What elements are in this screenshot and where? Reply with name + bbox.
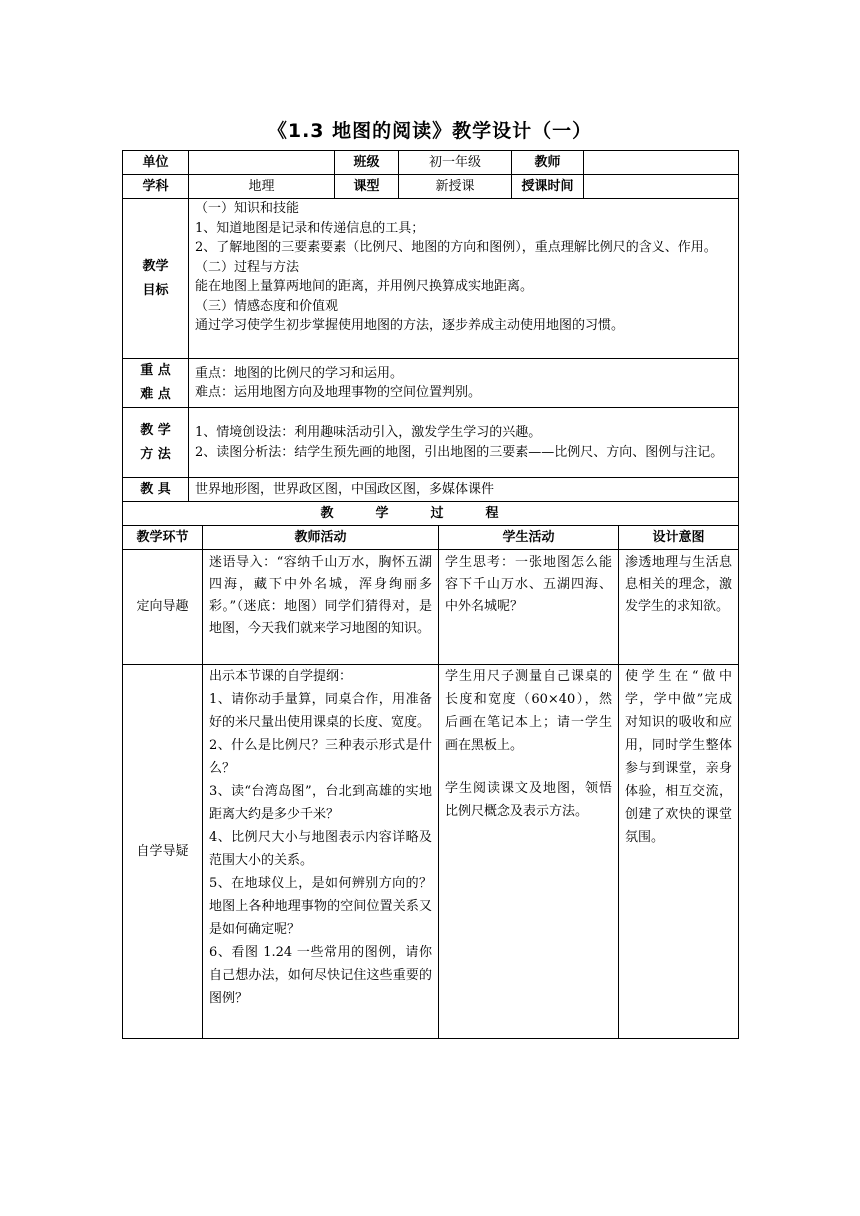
- goals-line: （三）情感态度和价值观: [195, 298, 339, 314]
- goals-line: （二）过程与方法: [195, 259, 300, 275]
- student-activity-text: 学生思考：一张地图怎么能容下千山万水、五湖四海、中外名城呢？: [445, 555, 612, 614]
- teacher-activity-text: 迷语导入：“容纳千山万水，胸怀五湖四海，藏下中外名城，浑身绚丽多彩。”（迷底：地图）同学们猜得对，是地图，今天我们就来学习地图的知识。: [209, 555, 432, 636]
- process-title: 教学过程: [123, 502, 739, 526]
- stage-cell: 自学导疑: [123, 665, 203, 1039]
- goals-label-line-2: 目标: [142, 282, 169, 298]
- goals-label-line-1: 教学: [142, 258, 169, 274]
- col-stage-header: 教学环节: [123, 526, 203, 550]
- difficulty-text: 难点：运用地图方向及地理事物的空间位置判别。: [195, 385, 482, 400]
- teacher-activity-line: 2、什么是比例尺？三种表示形式是什么？: [209, 738, 432, 776]
- subject-value: 地理: [189, 175, 335, 199]
- goals-line: 通过学习使学生初步掌握使用地图的方法，逐步养成主动使用地图的习惯。: [195, 318, 625, 333]
- student-activity-cell: [439, 665, 619, 1039]
- tools-value: 世界地形图，世界政区图，中国政区图，多媒体课件: [189, 478, 739, 502]
- design-intent-text: 渗透地理与生活息息相关的理念，激发学生的求知欲。: [625, 555, 733, 614]
- teacher-activity-line: 3、读“台湾岛图”，台北到高雄的实地距离大约是多少千米？: [209, 784, 432, 822]
- process-title-row: [123, 502, 739, 526]
- keypoints-label-line-2: 难 点: [140, 387, 171, 402]
- document-title: 《1.3 地图的阅读》教学设计（一）: [267, 120, 593, 142]
- type-label: 课型: [335, 175, 399, 199]
- teacher-activity-line: 5、在地球仪上，是如何辨别方向的？地图上各种地理事物的空间位置关系又是如何确定呢？: [209, 876, 432, 937]
- process-table: [122, 501, 739, 1039]
- tools-label: 教 具: [123, 478, 189, 502]
- methods-label: [123, 408, 189, 478]
- methods-label-line-2: 方 法: [140, 446, 171, 462]
- goals-row: [123, 199, 739, 359]
- design-intent-cell: [619, 665, 739, 1039]
- methods-label-line-1: 教 学: [140, 422, 171, 438]
- student-activity-cell: [439, 550, 619, 665]
- stage-cell: 定向导趣: [123, 550, 203, 665]
- unit-label: 单位: [123, 151, 189, 175]
- class-label: 班级: [335, 151, 399, 175]
- student-activity-text: 学生阅读课文及地图，领悟比例尺概念及表示方法。: [445, 780, 612, 819]
- process-header-row: [123, 526, 739, 550]
- process-row-1: [123, 550, 739, 665]
- methods-content: [189, 408, 739, 478]
- overview-table: [122, 198, 739, 502]
- type-value: 新授课: [399, 175, 512, 199]
- goals-label: [123, 199, 189, 359]
- key-point-text: 重点：地图的比例尺的学习和运用。: [195, 365, 404, 381]
- teacher-label: 教师: [512, 151, 584, 175]
- method-line: 1、情境创设法：利用趣味活动引入，激发学生学习的兴趣。: [195, 425, 542, 440]
- method-line: 2、读图分析法：结学生预先画的地图，引出地图的三要素——比例尺、方向、图例与注记。: [195, 444, 724, 460]
- goals-line: （一）知识和技能: [195, 201, 300, 216]
- col-teacher-header: 教师活动: [203, 526, 439, 550]
- goals-content: [189, 199, 739, 359]
- keypoints-label-line-1: 重 点: [140, 363, 171, 378]
- info-row-1: [123, 151, 739, 175]
- class-value: 初一年级: [399, 151, 512, 175]
- info-table: [122, 150, 739, 199]
- info-row-2: [123, 175, 739, 199]
- goals-line: 1、知道地图是记录和传递信息的工具；: [195, 220, 425, 236]
- col-student-header: 学生活动: [439, 526, 619, 550]
- teacher-activity-line: 6、看图 1.24 一些常用的图例，请你自己想办法，如何尽快记住这些重要的图例？: [209, 945, 432, 1006]
- keypoints-row: [123, 359, 739, 408]
- goals-line: 能在地图上量算两地间的距离，并用例尺换算成实地距离。: [195, 279, 534, 294]
- teacher-activity-cell: [203, 665, 439, 1039]
- student-activity-text: 学生用尺子测量自己课桌的长度和宽度（60×40），然后画在笔记本上；请一学生画在黑板上。: [445, 669, 612, 753]
- unit-value: [189, 151, 335, 175]
- methods-row: [123, 408, 739, 478]
- teacher-activity-line: 1、请你动手量算，同桌合作，用准备好的米尺量出使用课桌的长度、宽度。: [209, 692, 432, 730]
- design-intent-text: 使学生在“做中学，学中做”完成对知识的吸收和应用，同时学生整体参与到课堂，亲身体验，相互交流，创建了欢快的课堂氛围。: [625, 669, 733, 845]
- tools-row: [123, 478, 739, 502]
- design-intent-cell: [619, 550, 739, 665]
- process-row-2: [123, 665, 739, 1039]
- paragraph-gap: [445, 757, 612, 777]
- teacher-value: [584, 151, 739, 175]
- teacher-activity-line: 4、比例尺大小与地图表示内容详略及范围大小的关系。: [209, 830, 432, 868]
- teacher-activity-cell: [203, 550, 439, 665]
- keypoints-content: [189, 359, 739, 408]
- col-intent-header: 设计意图: [619, 526, 739, 550]
- keypoints-label: [123, 359, 189, 408]
- teacher-activity-line: 出示本节课的自学提纲：: [209, 669, 353, 684]
- subject-label: 学科: [123, 175, 189, 199]
- goals-line: 2、了解地图的三要素要素（比例尺、地图的方向和图例），重点理解比例尺的含义、作用。: [195, 240, 717, 255]
- lesson-plan-sheet: [122, 150, 738, 1039]
- time-value: [584, 175, 739, 199]
- time-label: 授课时间: [512, 175, 584, 199]
